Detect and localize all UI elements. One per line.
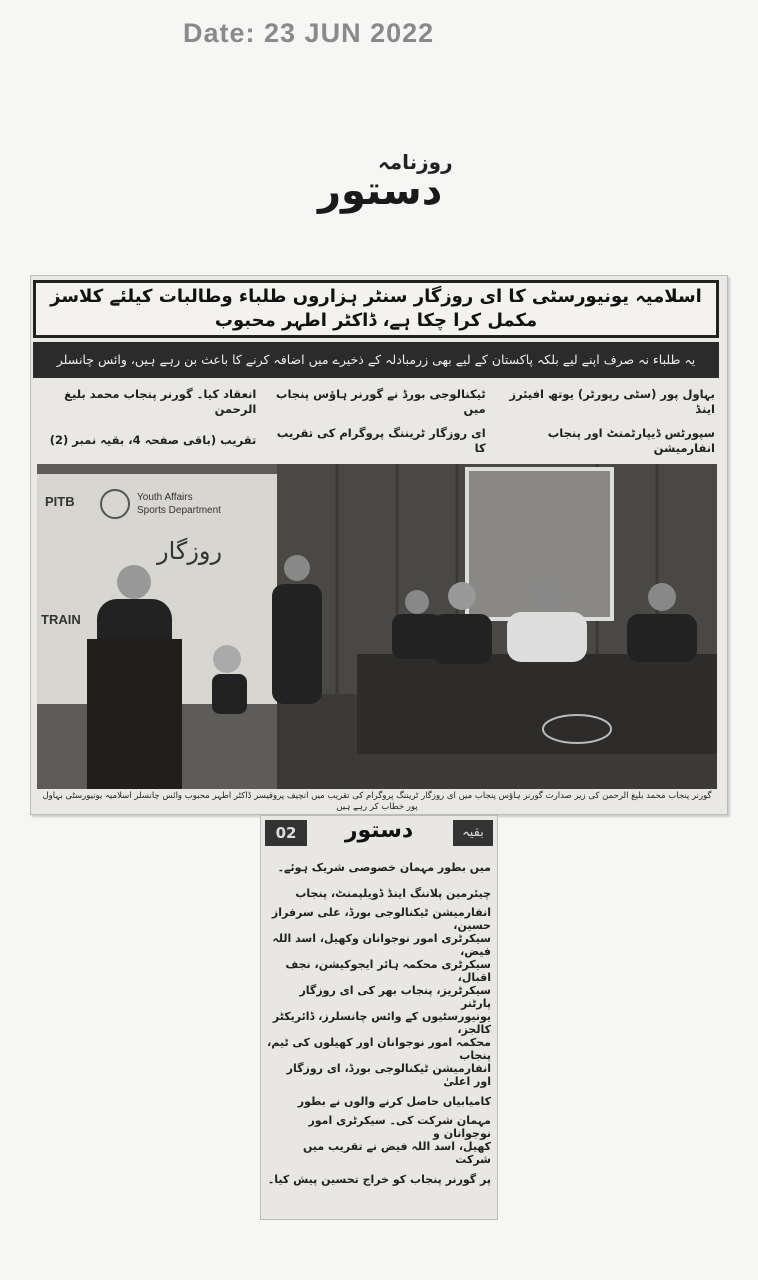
body-text-block (37, 382, 715, 460)
text-line: سیکرٹری امور نوجوانان وکھیل، اسد اللہ فیض، (272, 932, 491, 958)
sign-train: TRAIN (41, 612, 81, 627)
subheadline: یہ طلباء نہ صرف اپنے لیے بلکہ پاکستان کے لیے بھی زرمبادلہ کے ذخیرے میں اضافہ کرنے کا باعث بن رہے ہیں، وائس چانسلر (33, 342, 719, 378)
continuation-clipping (260, 815, 498, 1220)
body-text: انعقاد کیا۔ گورنر پنجاب محمد بلیغ الرحمن (64, 386, 257, 416)
text-line: یونیورسٹیوں کے وائس چانسلرز، ڈائریکٹر کالجز، (272, 1010, 491, 1036)
text-line: سیکرٹری محکمہ ہائر ایجوکیشن، نجف اقبال، (285, 958, 491, 984)
masthead-dastoor: دستور (318, 168, 443, 214)
date-stamp: Date: 23 JUN 2022 (183, 18, 435, 48)
body-text: تقریب (باقی صفحہ 4، بقیہ نمبر (2) (49, 433, 257, 447)
event-photo (37, 464, 717, 789)
text-line: کامیابیاں حاصل کرنے والوں نے بطور (297, 1094, 491, 1108)
continuation-title: دستور (344, 818, 414, 843)
body-text: ای روزگار ٹریننگ پروگرام کی تقریب کا (276, 425, 486, 455)
body-text: بہاول پور (سٹی رپورٹر) یوتھ افیئرز اینڈ (509, 386, 715, 416)
text-line: پر گورنر پنجاب کو خراج تحسین پیش کیا۔ (267, 1172, 491, 1186)
sign-youth: Youth Affairs (137, 492, 193, 503)
text-line: محکمہ امور نوجوانان اور کھیلوں کی ٹیم، پنجاب (267, 1036, 491, 1062)
text-line: مہمان شرکت کی۔ سیکرٹری امور نوجوانان و (308, 1114, 491, 1140)
head-table (357, 654, 717, 754)
sign-urdu: روزگار (157, 537, 223, 565)
text-line: کھیل، اسد اللہ فیض نے تقریب میں شرکت (302, 1140, 491, 1166)
headline: اسلامیہ یونیورسٹی کا ای روزگار سنٹر ہزاروں طلباء وطالبات کیلئے کلاسز مکمل کرا چکا ہے، ڈاکٹر اطہر محبوب (33, 280, 719, 338)
continuation-text (267, 854, 491, 1192)
text-line: انفارمیشن ٹیکنالوجی بورڈ، علی سرفراز حسین، (271, 906, 491, 932)
continuation-header (265, 820, 493, 848)
sign-pitb: PITB (45, 494, 75, 509)
text-line: سیکرٹریز، پنجاب بھر کی ای روزگار پارٹنر (299, 984, 491, 1010)
text-line: میں بطور مہمان خصوصی شریک ہوئے۔ (277, 860, 491, 874)
body-text: سپورٹس ڈیپارٹمنٹ اور پنجاب انفارمیشن (547, 425, 715, 455)
text-line: انفارمیشن ٹیکنالوجی بورڈ، ای روزگار اور اعلیٰ (286, 1062, 491, 1088)
podium (87, 639, 182, 789)
text-line: چیئرمین پلاننگ اینڈ ڈویلپمنٹ، پنجاب (295, 886, 491, 900)
page-number: 02 (265, 820, 307, 846)
photo-caption: گورنر پنجاب محمد بلیغ الرحمن کی زیر صدارت گورنر ہاؤس پنجاب میں ای روزگار ٹریننگ پروگرام کی تقریب میں انچیف پروفیسر ڈاکٹر اطہر محبوب وائس چانسلر اسلامیہ یونیورسٹی بہاول پور خطاب کر رہے ہیں (42, 791, 712, 812)
continued-label: بقیہ (453, 820, 493, 846)
body-text: ٹیکنالوجی بورڈ نے گورنر ہاؤس پنجاب میں (275, 386, 486, 416)
article-clipping (30, 275, 728, 815)
masthead-roznama: روزنامہ (378, 150, 453, 174)
sign-sports: Sports Department (137, 505, 221, 516)
